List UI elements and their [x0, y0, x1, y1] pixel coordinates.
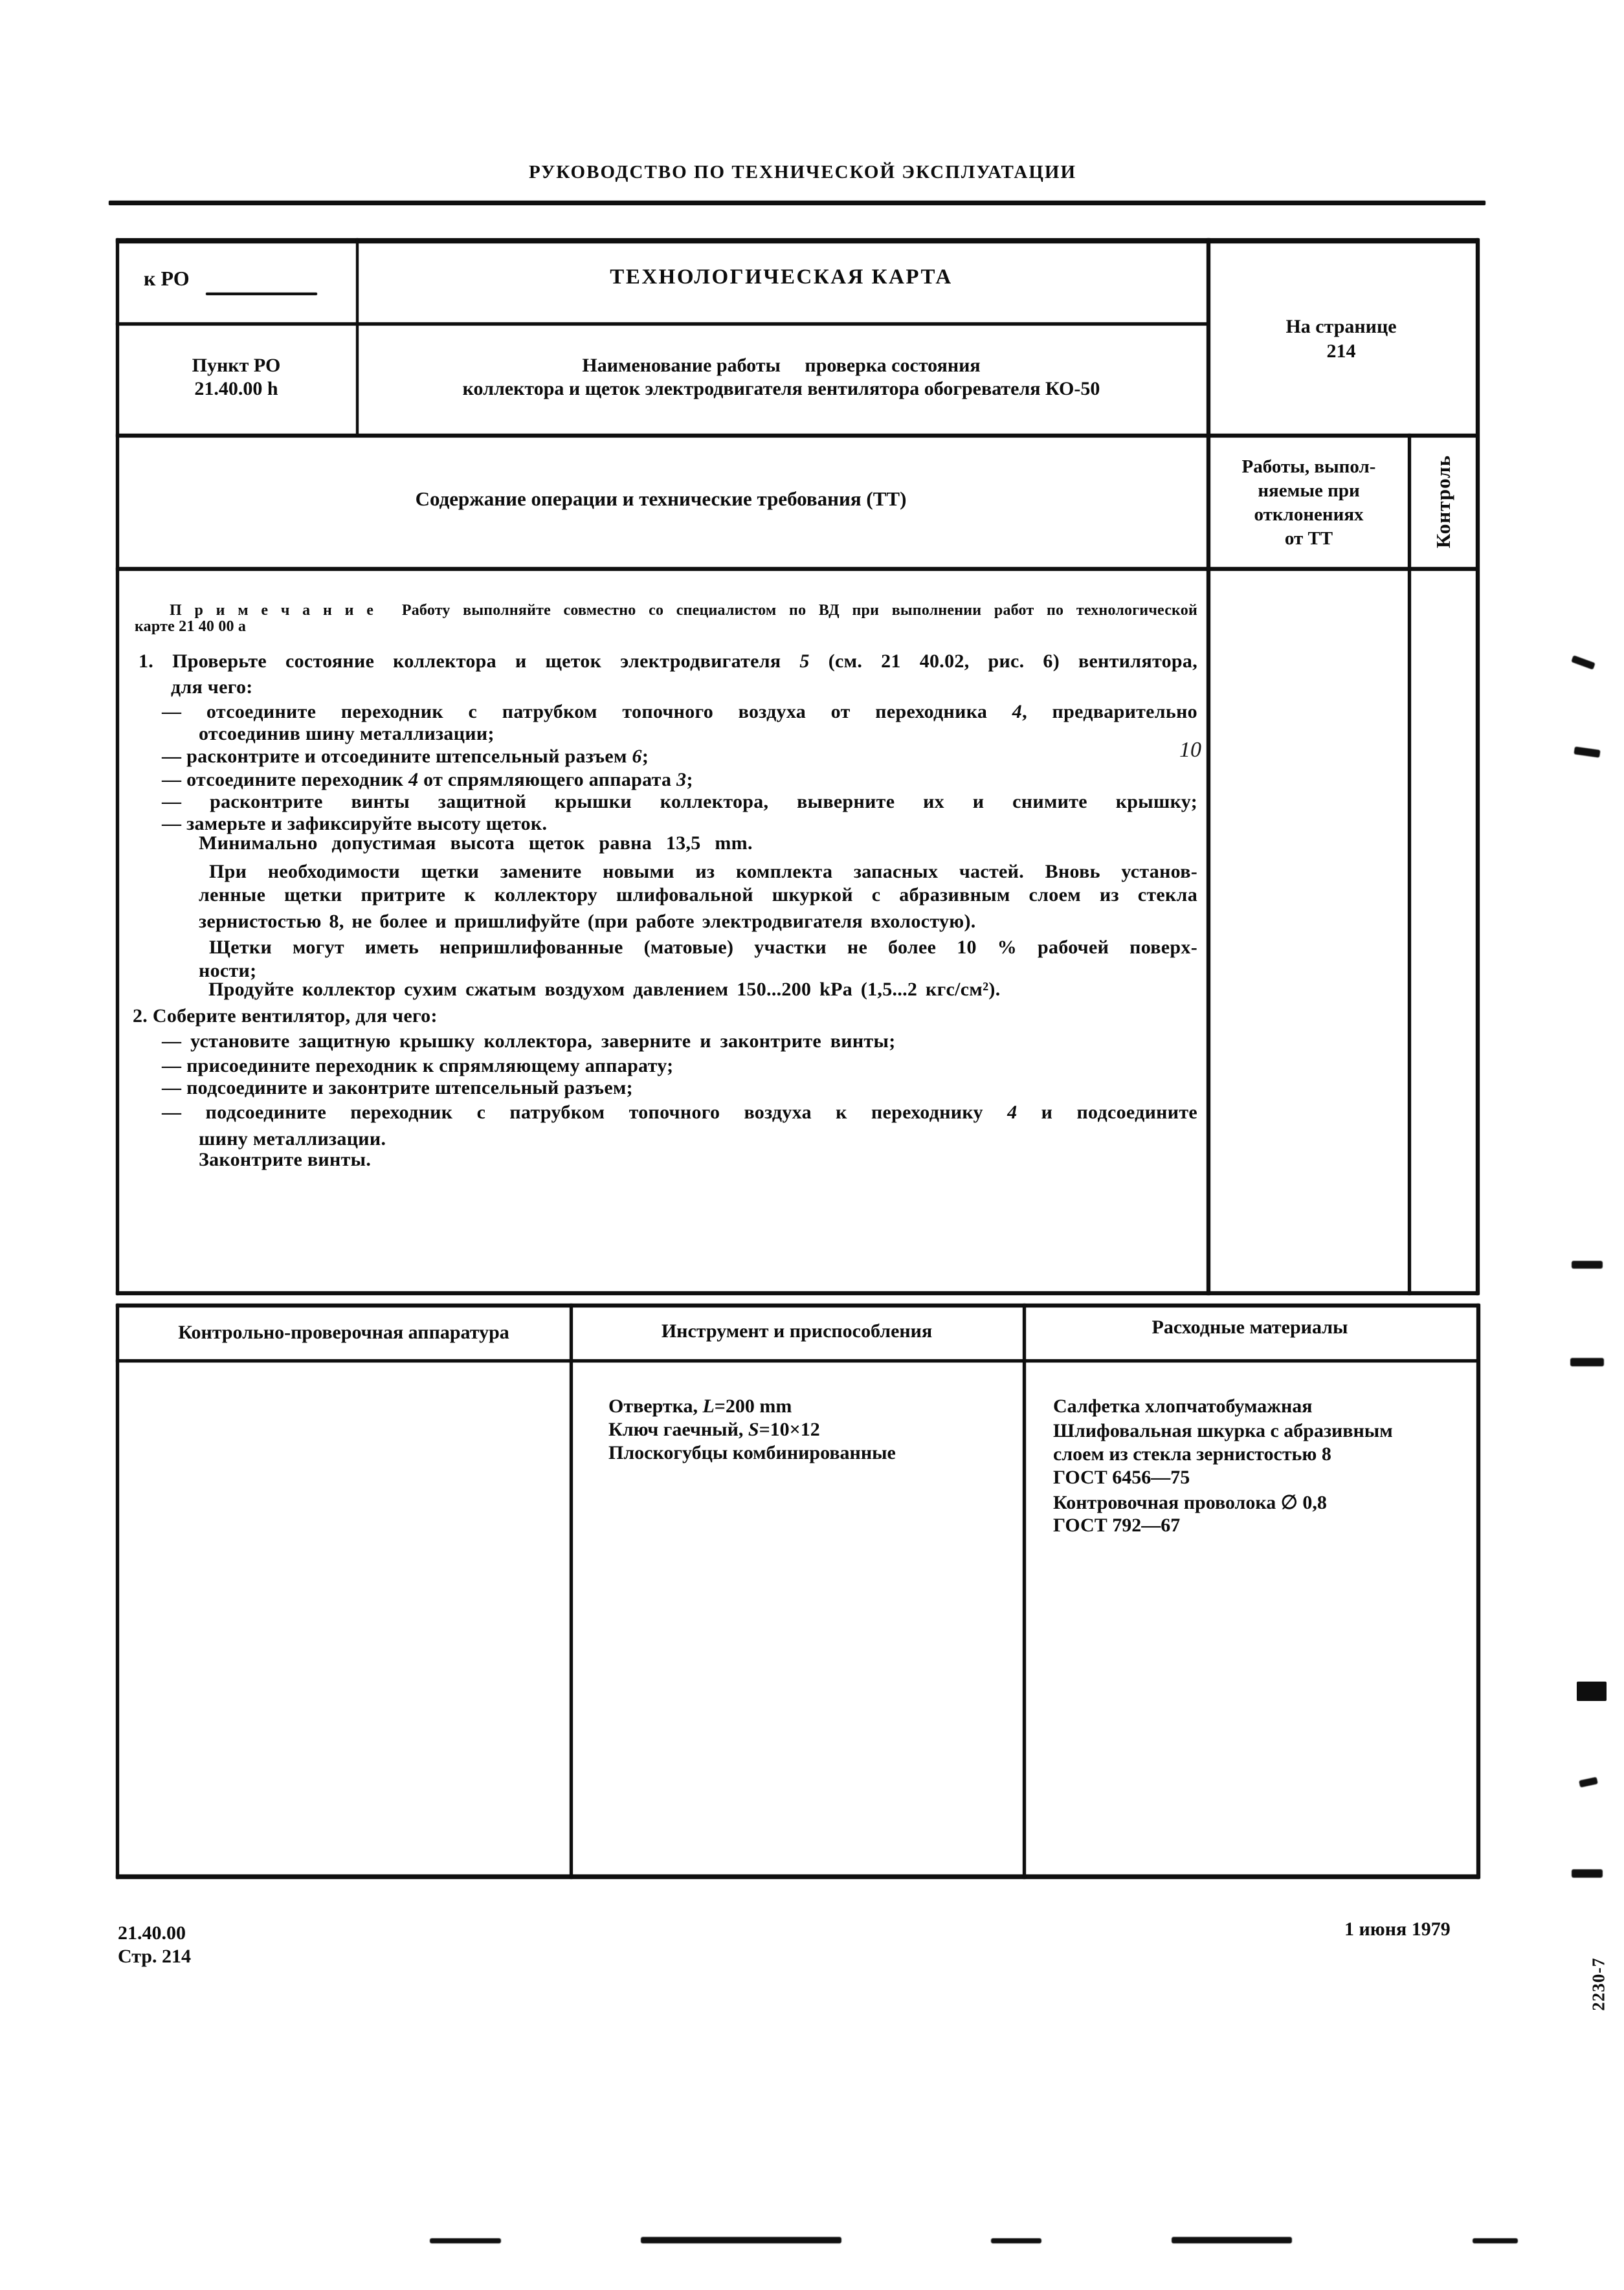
- scan-artifact: [1579, 1777, 1598, 1788]
- operation-line: Минимально допустимая высота щеток равна 13,5 mm.: [199, 832, 753, 854]
- scan-artifact-square: [1577, 1682, 1607, 1701]
- operation-line: ленные щетки притрите к коллектору шлифовальной шкуркой с абразивным слоем из стекла: [199, 884, 1197, 906]
- work-name-line2: коллектора и щеток электродвигателя вентилятора обогревателя КО-50: [462, 378, 1100, 399]
- table-row-divider: [116, 322, 1210, 326]
- table-col-divider: [570, 1304, 573, 1879]
- note-line: карте 21 40 00 а: [135, 618, 247, 635]
- operation-line: Продуйте коллектор сухим сжатым воздухом давлением 150...200 kPa (1,5...2 кгс/см²).: [208, 979, 1001, 1000]
- operation-line: При необходимости щетки замените новыми из комплекта запасных частей. Вновь установ-: [209, 861, 1197, 882]
- table-border-left: [116, 1304, 119, 1879]
- operation-line: — расконтрите винты защитной крышки коллектора, выверните их и снимите крышку;: [162, 791, 1197, 812]
- tool-item: Отвертка, L=200 mm: [608, 1395, 792, 1417]
- operation-line: зернистостью 8, не более и пришлифуйте (при работе электродвигателя вхолостую).: [199, 911, 976, 932]
- on-page-value: 214: [1326, 340, 1356, 362]
- scan-artifact: [1572, 1261, 1603, 1269]
- materials-header: Расходные материалы: [1151, 1317, 1348, 1338]
- operation-line: — присоедините переходник к спрямляющему аппарату;: [162, 1055, 674, 1076]
- table-border-bottom: [116, 1874, 1480, 1879]
- table-col-divider: [1023, 1304, 1026, 1879]
- material-item: Салфетка хлопчатобумажная: [1053, 1395, 1313, 1417]
- operation-line: для чего:: [171, 676, 253, 698]
- scan-artifact: [991, 2238, 1041, 2243]
- material-item: ГОСТ 6456—75: [1053, 1467, 1190, 1488]
- operation-line: — подсоедините переходник с патрубком топочного воздуха к переходнику 4 и подсоедините: [162, 1102, 1197, 1123]
- on-page-label: На странице: [1285, 316, 1397, 337]
- table-border-right: [1476, 1304, 1480, 1879]
- operation-line: — отсоедините переходник с патрубком топочного воздуха от переходника 4, предварительно: [162, 701, 1197, 722]
- table-border-left: [116, 238, 119, 1295]
- table-border-top: [116, 238, 1479, 243]
- tools-header: Инструмент и приспособления: [661, 1320, 933, 1342]
- operation-line: Щетки могут иметь непришлифованные (матовые) участки не более 10 % рабочей поверх-: [209, 937, 1197, 958]
- operation-line: — установите защитную крышку коллектора, заверните и законтрите винты;: [162, 1030, 896, 1052]
- ro-ref-blank-line: [206, 293, 317, 295]
- operation-line: — отсоедините переходник 4 от спрямляющего аппарата 3;: [162, 769, 693, 790]
- operation-line: — подсоедините и законтрите штепсельный разъем;: [162, 1077, 633, 1098]
- ro-item-label: Пункт РО: [192, 355, 281, 376]
- scan-artifact: [1570, 1358, 1604, 1366]
- note-line: П р и м е ч а н и е Работу выполняйте совместно со специалистом по ВД при выполнении работ по технологической: [170, 602, 1197, 619]
- scan-artifact: [1172, 2237, 1292, 2243]
- footer-task-number: 21.40.00: [118, 1922, 186, 1944]
- scan-artifact: [1572, 1869, 1603, 1878]
- footer-page-label: Стр. 214: [118, 1946, 192, 1967]
- operation-line: шину металлизации.: [199, 1128, 386, 1150]
- deviations-column-header-line3: отклонениях: [1254, 504, 1364, 525]
- operation-line: — расконтрите и отсоедините штепсельный разъем 6;: [162, 746, 649, 767]
- ro-item-value: 21.40.00 h: [194, 378, 278, 399]
- operation-line: — замерьте и зафиксируйте высоту щеток.: [162, 813, 548, 834]
- table-border-bottom: [116, 1291, 1479, 1295]
- scan-artifact: [430, 2238, 501, 2243]
- tool-item: Ключ гаечный, S=10×12: [608, 1419, 820, 1440]
- deviations-column-header-line4: от ТТ: [1284, 528, 1333, 549]
- content-column-header: Содержание операции и технические требования (ТТ): [415, 487, 907, 510]
- material-item: слоем из стекла зернистостью 8: [1053, 1443, 1331, 1465]
- scan-artifact: [641, 2237, 841, 2243]
- footer-date: 1 июня 1979: [1344, 1918, 1451, 1940]
- control-column-header: Контроль: [1432, 454, 1454, 549]
- table-col-divider: [1408, 434, 1411, 1295]
- table-border-right: [1476, 238, 1480, 1295]
- divider: [109, 201, 1485, 205]
- table-col-divider: [1207, 238, 1210, 1295]
- scan-artifact: [1571, 655, 1596, 670]
- operation-line: Законтрите винты.: [199, 1149, 372, 1170]
- operation-line: 2. Соберите вентилятор, для чего:: [133, 1005, 438, 1027]
- card-title: ТЕХНОЛОГИЧЕСКАЯ КАРТА: [610, 265, 953, 289]
- deviations-column-header-line1: Работы, выпол-: [1241, 456, 1376, 477]
- operation-line: отсоединив шину металлизации;: [199, 723, 495, 744]
- material-item: Шлифовальная шкурка с абразивным: [1053, 1420, 1393, 1441]
- operation-line: ности;: [199, 960, 257, 981]
- scan-artifact: [1473, 2238, 1518, 2243]
- table-row-divider: [116, 434, 1479, 438]
- table-border-top: [116, 1304, 1480, 1307]
- form-code: 2230-7: [1588, 1957, 1608, 2011]
- tool-item: Плоскогубцы комбинированные: [608, 1442, 896, 1463]
- work-name-line1: Наименование работы проверка состояния: [582, 355, 981, 376]
- deviations-column-header-line2: няемые при: [1258, 480, 1360, 501]
- control-equipment-header: Контрольно-проверочная аппаратура: [178, 1322, 509, 1343]
- table-col-divider: [356, 238, 359, 437]
- material-item: ГОСТ 792—67: [1053, 1515, 1181, 1536]
- margin-note: 10: [1179, 738, 1201, 762]
- ro-ref-label: к РО: [144, 267, 190, 290]
- page-title: РУКОВОДСТВО ПО ТЕХНИЧЕСКОЙ ЭКСПЛУАТАЦИИ: [528, 162, 1077, 183]
- table-row-divider: [116, 1359, 1480, 1362]
- table-row-divider: [116, 567, 1479, 571]
- operation-line: 1. Проверьте состояние коллектора и щеток электродвигателя 5 (см. 21 40.02, рис. 6) вентилятора,: [139, 650, 1197, 672]
- material-item: Контровочная проволока ∅ 0,8: [1053, 1492, 1327, 1513]
- scan-artifact: [1574, 746, 1600, 757]
